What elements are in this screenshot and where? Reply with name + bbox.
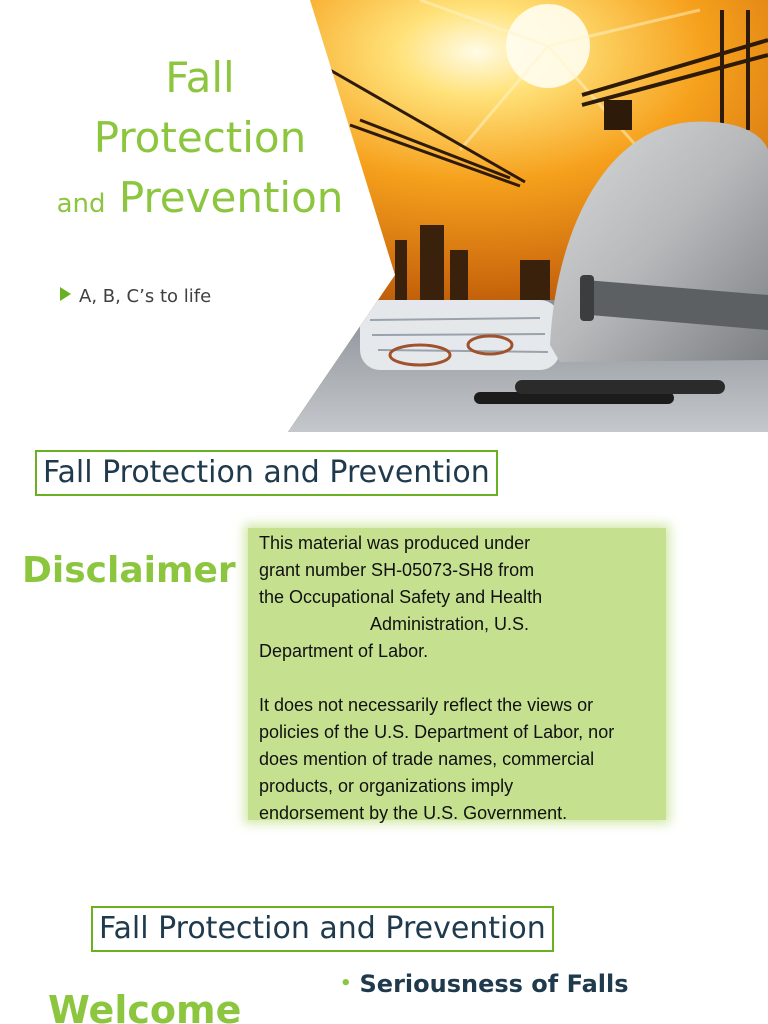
disclaimer-line: It does not necessarily reflect the views or xyxy=(259,695,594,715)
title-and: and xyxy=(56,189,106,219)
disclaimer-line: Administration, U.S. xyxy=(370,614,530,634)
disclaimer-line: products, or organizations imply xyxy=(259,776,514,796)
presentation-title xyxy=(40,48,360,234)
disclaimer-line: policies of the U.S. Department of Labor, nor xyxy=(259,722,615,742)
title-line-prevention xyxy=(40,168,360,234)
disclaimer-slide xyxy=(0,438,768,858)
welcome-heading: Welcome xyxy=(48,988,242,1024)
welcome-slide xyxy=(0,896,768,1024)
seriousness-bullet xyxy=(340,970,629,998)
disclaimer-line: endorsement by the U.S. Government. xyxy=(259,803,568,823)
disclaimer-line: This material was produced under xyxy=(259,533,531,553)
disclaimer-line: grant number SH-05073-SH8 from xyxy=(259,560,535,580)
title-line-protection: Protection xyxy=(93,113,307,162)
slide-header-box: Fall Protection and Prevention xyxy=(91,906,554,952)
dot-bullet-icon: • xyxy=(340,973,352,994)
title-line-fall: Fall xyxy=(165,53,235,102)
slide-header-box: Fall Protection and Prevention xyxy=(35,450,498,496)
disclaimer-heading: Disclaimer xyxy=(22,550,236,591)
title-slide xyxy=(0,0,768,432)
disclaimer-line: the Occupational Safety and Health xyxy=(259,587,543,607)
disclaimer-line: Department of Labor. xyxy=(259,641,429,661)
disclaimer-text-box xyxy=(248,528,666,823)
title-prevention: Prevention xyxy=(118,173,344,222)
seriousness-bullet-text: Seriousness of Falls xyxy=(359,970,629,998)
subtitle-bullet xyxy=(60,286,211,307)
disclaimer-line: does mention of trade names, commercial xyxy=(259,749,595,769)
subtitle-bullet-text: A, B, C’s to life xyxy=(79,286,212,307)
triangle-bullet-icon xyxy=(60,287,71,301)
